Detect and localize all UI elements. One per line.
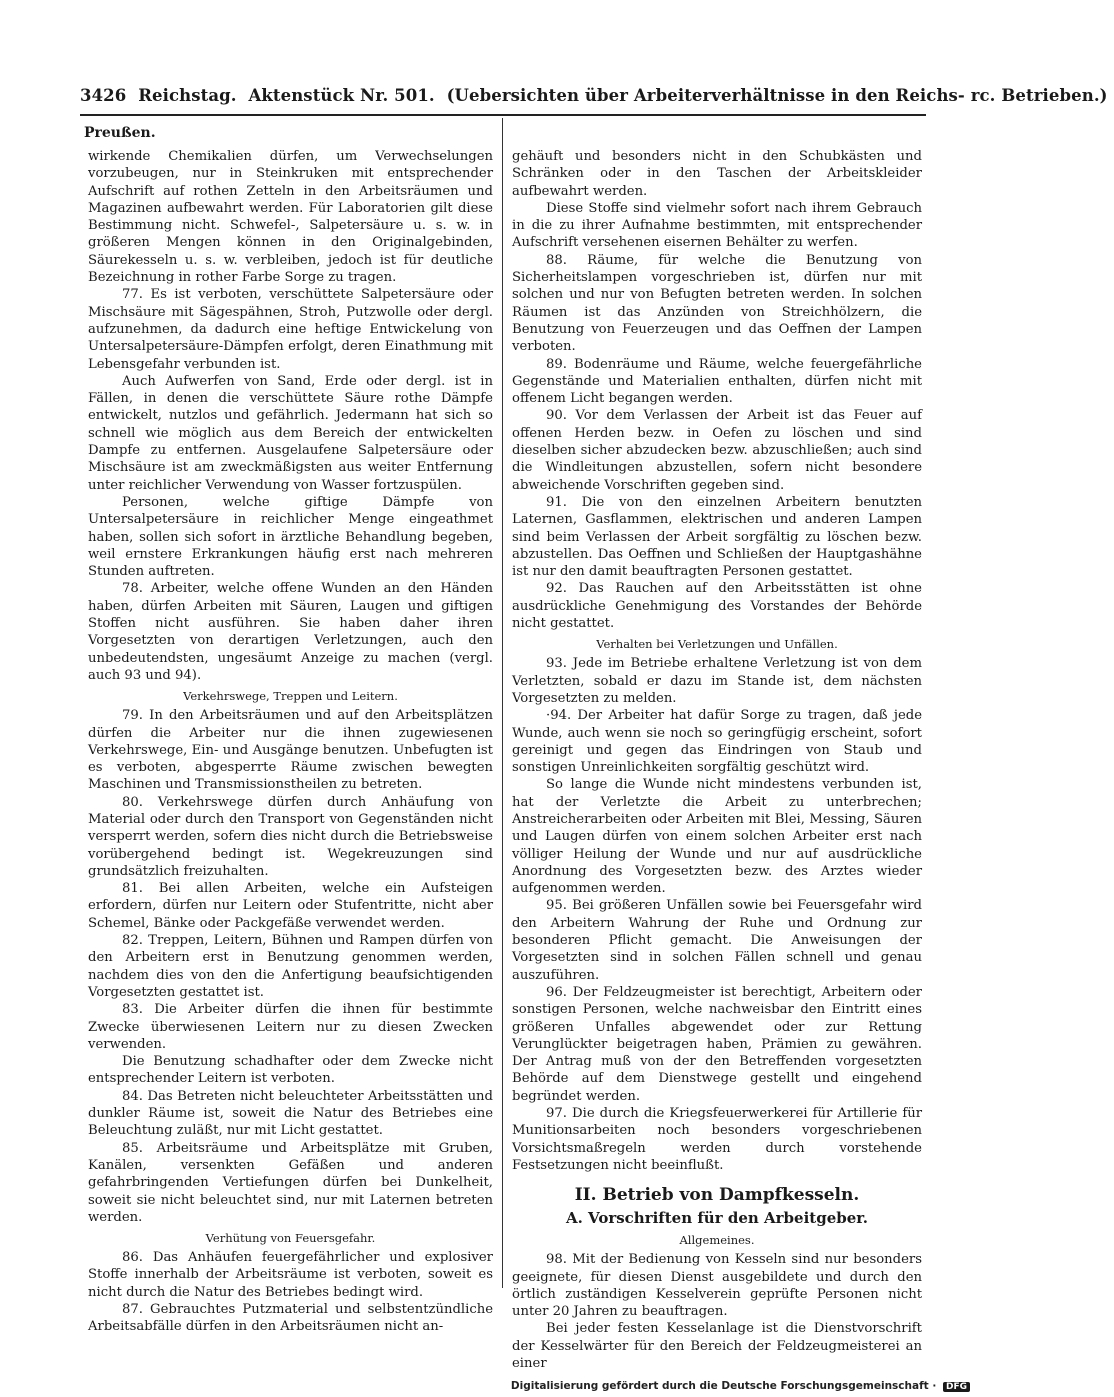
paragraph-81: 81. Bei allen Arbeiten, welche ein Aufsteigen erfordern, dürfen nur Leitern oder Stufentritte, nicht aber Schemel, Bänke oder Packgefäße verwendet werden. [88, 881, 493, 931]
paragraph-89: 89. Bodenräume und Räume, welche feuergefährliche Gegenstände und Materialien enthalten, dürfen nicht mit offenem Licht begangen werden. [512, 356, 922, 407]
header-rule [80, 114, 926, 116]
document-subject: (Uebersichten über Arbeiterverhältnisse in den Reichs- rc. Betrieben.) [446, 86, 1108, 105]
subheading: Verhütung von Feuersgefahr. [205, 1231, 376, 1246]
paragraph-77: 77. Es ist verboten, verschüttete Salpetersäure oder Mischsäure mit Sägespähnen, Stroh, Putzwolle oder dergl. aufzunehmen, da dadurch eine heftige Entwickelung von Untersalpetersäure-Dämpfen erfolgt, deren Einathmung mit Lebensgefahr verbunden ist. [88, 287, 493, 372]
paragraph: Diese Stoffe sind vielmehr sofort nach ihrem Gebrauch in die zu ihrer Aufnahme bestimmten, mit entsprechender Aufschrift versehenen eisernen Behälter zu werfen. [512, 200, 922, 251]
paragraph-86: 86. Das Anhäufen feuergefährlicher und explosiver Stoffe innerhalb der Arbeitsräume ist verboten, soweit es nicht durch die Natur des Betriebes bedingt wird. [88, 1250, 493, 1300]
subheading: Verkehrswege, Treppen und Leitern. [183, 689, 398, 704]
paragraph-98: 98. Mit der Bedienung von Kesseln sind nur besonders geeignete, für diesen Dienst ausgebildete und durch den örtlich zuständigen Kesselverein geprüfte Personen nicht unter 20 Jahren zu beauftragen. [512, 1252, 922, 1320]
left-column [88, 148, 493, 1336]
paragraph: gehäuft und besonders nicht in den Schubkästen und Schränken oder in den Taschen der Arbeitskleider aufbewahrt werden. [512, 149, 922, 199]
paragraph-80: 80. Verkehrswege dürfen durch Anhäufung von Material oder durch den Transport von Gegenständen nicht versperrt werden, sofern dies nicht durch die Betriebsweise vorübergehend bedingt ist. Wegekreuzungen sind grundsätzlich freizuhalten. [88, 794, 493, 879]
paragraph-84: 84. Das Betreten nicht beleuchteter Arbeitsstätten und dunkler Räume ist, soweit die Natur des Betriebes eine Beleuchtung zuläßt, nur mit Licht gestattet. [88, 1088, 493, 1139]
paragraph: So lange die Wunde nicht mindestens verbunden ist, hat der Verletzte die Arbeit zu unterbrechen; Anstreicherarbeiten oder Arbeiten mit Blei, Messing, Säuren und Laugen dürfen von einem solchen Arbeiter erst nach völliger Heilung der Wunde und nur auf ausdrückliche Anordnung des Vorgesetzten bezw. des Arztes wieder aufgenommen werden. [512, 777, 922, 897]
paragraph-79: 79. In den Arbeitsräumen und auf den Arbeitsplätzen dürfen die Arbeiter nur die ihnen zugewiesenen Verkehrswege, Ein- und Ausgänge benutzen. Unbefugten ist es verboten, abgesperrte Räume zwischen bewegten Maschinen und Transmissionstheilen zu betreten. [88, 708, 493, 793]
paragraph: Bei jeder festen Kesselanlage ist die Dienstvorschrift der Kesselwärter für den Bereich der Feldzeugmeisterei an einer [512, 1321, 922, 1371]
paragraph-96: 96. Der Feldzeugmeister ist berechtigt, Arbeitern oder sonstigen Personen, welche nachweisbar den Eintritt eines größeren Unfalles abgewendet oder zur Rettung Verunglückter beigetragen haben, Prämien zu gewähren. Der Antrag muß von der den Betreffenden vorgesetzten Behörde auf dem Dienstwege gestellt und eingehend begründet werden. [512, 984, 922, 1104]
footer-credit [511, 1380, 970, 1392]
paragraph-85: 85. Arbeitsräume und Arbeitsplätze mit Gruben, Kanälen, versenkten Gefäßen und anderen gefahrbringenden Vertiefungen dürfen bei Dunkelheit, soweit sie nicht beleuchtet sind, nur mit Laternen betreten werden. [88, 1140, 493, 1225]
dfg-logo: DFG [943, 1382, 970, 1392]
paragraph-92: 92. Das Rauchen auf den Arbeitsstätten ist ohne ausdrückliche Genehmigung des Vorstandes der Behörde nicht gestattet. [512, 581, 922, 632]
paragraph-91: 91. Die von den einzelnen Arbeitern benutzten Laternen, Gasflammen, elektrischen und anderen Lampen sind beim Verlassen der Arbeit sorgfältig zu löschen bezw. abzustellen. Das Oeffnen und Schließen der Hauptgashähne ist nur den damit beauftragten Personen gestattet. [512, 494, 922, 580]
paragraph-87: 87. Gebrauchtes Putzmaterial und selbstentzündliche Arbeitsabfälle dürfen in den Arbeitsräumen nicht an- [88, 1302, 493, 1335]
paragraph-97: 97. Die durch die Kriegsfeuerwerkerei für Artillerie für Munitionsarbeiten noch besonders vorgeschriebenen Vorsichtsmaßregeln werden durch vorstehende Festsetzungen nicht beeinflußt. [512, 1106, 922, 1173]
page-header [80, 86, 1108, 112]
section-heading: A. Vorschriften für den Arbeitgeber. [565, 1209, 869, 1228]
paragraph: Auch Aufwerfen von Sand, Erde oder dergl. ist in Fällen, in denen die verschüttete Säure rothe Dämpfe entwickelt, nutzlos und gefährlich. Jedermann hat sich so schnell wie möglich aus dem Bereich der entwickelten Dampfe zu entfernen. Ausgelaufene Salpetersäure oder Mischsäure ist am zweckmäßigsten aus weiter Entfernung unter reichlicher Verwendung von Wasser fortzuspülen. [88, 373, 493, 493]
document-number: Aktenstück Nr. 501. [248, 86, 435, 105]
paragraph-94: ·94. Der Arbeiter hat dafür Sorge zu tragen, daß jede Wunde, auch wenn sie noch so geringfügig erscheint, sofort gereinigt und gegen das Eindringen von Staub und sonstigen Unreinlichkeiten sorgfältig geschützt wird. [512, 708, 922, 776]
paragraph-78: 78. Arbeiter, welche offene Wunden an den Händen haben, dürfen Arbeiten mit Säuren, Laugen und giftigen Stoffen nicht ausführen. Sie haben daher ihren Vorgesetzten von derartigen Verletzungen, auch den unbedeutendsten, ungesäumt Anzeige zu machen (vergl. auch 93 und 94). [88, 581, 493, 683]
column-divider [502, 118, 503, 1288]
paragraph-95: 95. Bei größeren Unfällen sowie bei Feuersgefahr wird den Arbeitern Wahrung der Ruhe und Ordnung zur besonderen Pflicht gemacht. Die Anweisungen der Vorgesetzten sind in solchen Fällen schnell und genau auszuführen. [512, 898, 922, 983]
paragraph-88: 88. Räume, für welche die Benutzung von Sicherheitslampen vorgeschrieben ist, dürfen nur mit solchen und nur von Befugten betreten werden. In solchen Räumen ist das Anzünden von Streichhölzern, die Benutzung von Feuerzeugen und das Oeffnen der Lampen verboten. [512, 252, 922, 355]
paragraph: wirkende Chemikalien dürfen, um Verwechselungen vorzubeugen, nur in Steinkruken mit entsprechender Aufschrift auf rothen Zetteln in den Arbeitsräumen und Magazinen aufbewahrt werden. Für Laboratorien gilt diese Bestimmung nicht. Schwefel-, Salpetersäure u. s. w. in größeren Mengen können in den Originalgebinden, Säurekesseln u. s. w. verbleiben, jedoch ist für deutliche Bezeichnung in rother Farbe Sorge zu tragen. [88, 149, 493, 286]
paragraph-83: 83. Die Arbeiter dürfen die ihnen für bestimmte Zwecke überwiesenen Leitern nur zu diesen Zwecken verwenden. [88, 1002, 493, 1052]
subheading: Allgemeines. [679, 1233, 755, 1248]
publication-title: Reichstag. [138, 86, 237, 105]
main-heading: II. Betrieb von Dampfkesseln. [574, 1185, 860, 1206]
paragraph-93: 93. Jede im Betriebe erhaltene Verletzung ist von dem Verletzten, sobald er dazu im Stande ist, dem nächsten Vorgesetzten zu melden. [512, 656, 922, 706]
paragraph: Personen, welche giftige Dämpfe von Untersalpetersäure in reichlicher Menge eingeathmet haben, sollen sich sofort in ärztliche Behandlung begeben, weil ernstere Erkrankungen häufig erst nach mehreren Stunden auftreten. [88, 494, 493, 580]
right-column [512, 148, 922, 1372]
page-number: 3426 [80, 86, 127, 105]
section-label: Preußen. [84, 125, 156, 141]
paragraph-82: 82. Treppen, Leitern, Bühnen und Rampen dürfen von den Arbeitern erst in Benutzung genommen werden, nachdem dies von den die Anfertigung beaufsichtigenden Vorgesetzten gestattet ist. [88, 933, 493, 1000]
subheading: Verhalten bei Verletzungen und Unfällen. [596, 637, 838, 652]
paragraph: Die Benutzung schadhafter oder dem Zwecke nicht entsprechender Leitern ist verboten. [88, 1054, 493, 1087]
credit-text: Digitalisierung gefördert durch die Deutsche Forschungsgemeinschaft · [510, 1380, 937, 1392]
paragraph-90: 90. Vor dem Verlassen der Arbeit ist das Feuer auf offenen Herden bezw. in Oefen zu löschen und sind dieselben sicher abzudecken bezw. abzuschließen; auch sind die Windleitungen abzustellen, sofern nicht besondere abweichende Vorschriften gegeben sind. [512, 408, 922, 493]
